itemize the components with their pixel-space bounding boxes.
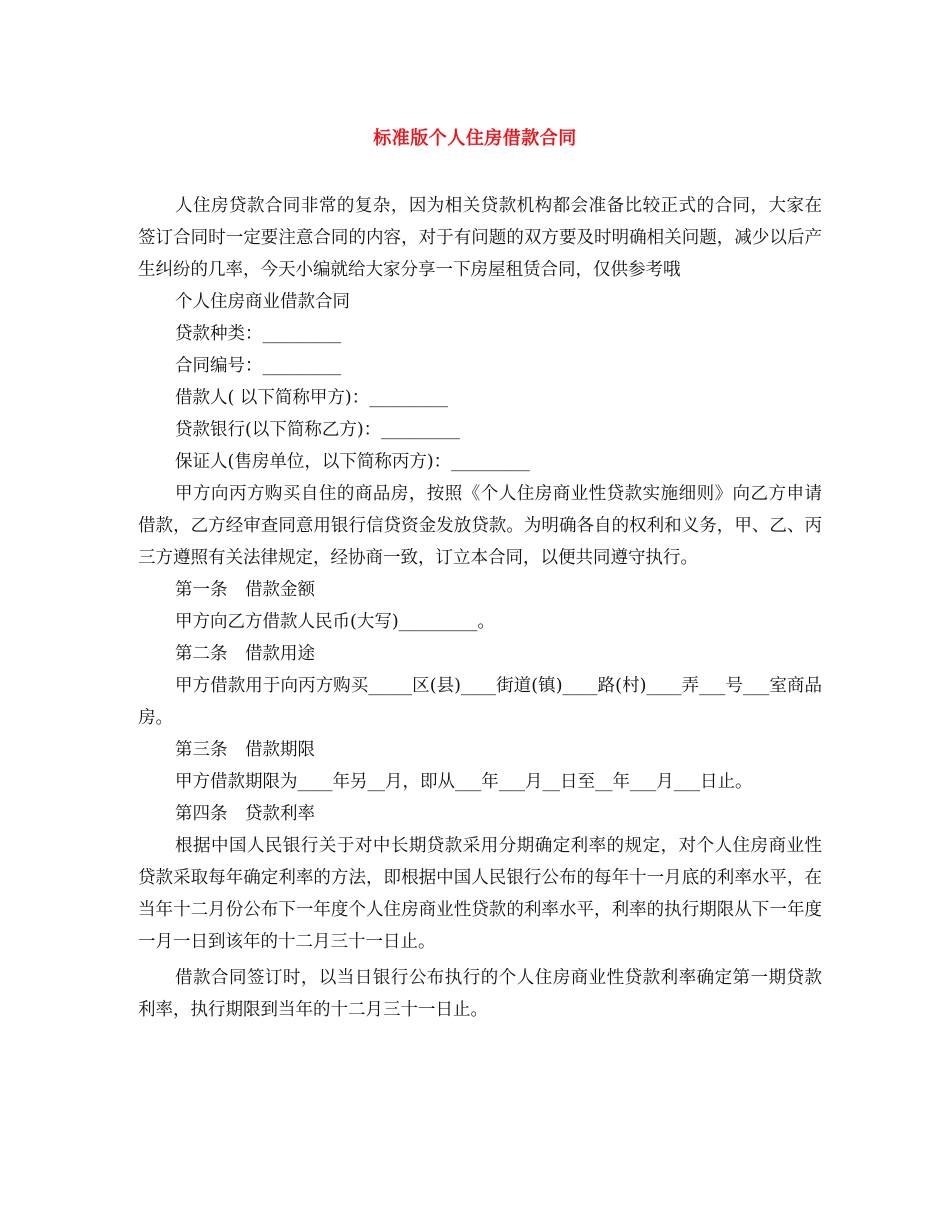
article-1-heading: 第一条 借款金额 [175,580,315,600]
field-borrower: 借款人( 以下简称甲方)：_________ [175,388,448,408]
document-title: 标准版个人住房借款合同 [373,128,577,149]
field-guarantor: 保证人(售房单位，以下简称丙方)：_________ [175,452,530,472]
document-body [138,190,822,1026]
article-1-text: 甲方向乙方借款人民币(大写)_________。 [175,612,495,632]
field-loan-type: 贷款种类：_________ [175,324,342,344]
field-contract-number: 合同编号：_________ [175,356,342,376]
article-2-text: 甲方借款用于向丙方购买_____区(县)____街道(镇)____路(村)____弄___号___室商品房。 [138,676,822,728]
field-lending-bank: 贷款银行(以下简称乙方)：_________ [175,420,460,440]
contract-name: 个人住房商业借款合同 [175,292,350,312]
article-3-text: 甲方借款期限为____年另__月，即从___年___月__日至__年___月___日止。 [175,772,753,792]
article-2-heading: 第二条 借款用途 [175,644,315,664]
article-4-text: 根据中国人民银行关于对中长期贷款采用分期确定利率的规定，对个人住房商业性贷款采取每年确定利率的方法，即根据中国人民银行公布的每年十一月底的利率水平，在当年十二月份公布下一年度个人住房商业性贷款的利率水平，利率的执行期限从下一年度一月一日到该年的十二月三十一日止。 [138,836,822,952]
article-3-heading: 第三条 借款期限 [175,740,315,760]
article-4-heading: 第四条 贷款利率 [175,804,315,824]
preamble-paragraph: 甲方向丙方购买自住的商品房，按照《个人住房商业性贷款实施细则》向乙方申请借款，乙方经审查同意用银行信贷资金发放贷款。为明确各自的权利和义务，甲、乙、丙三方遵照有关法律规定，经协商一致，订立本合同，以便共同遵守执行。 [138,484,822,568]
intro-paragraph: 人住房贷款合同非常的复杂，因为相关贷款机构都会准备比较正式的合同，大家在签订合同时一定要注意合同的内容，对于有问题的双方要及时明确相关问题，减少以后产生纠纷的几率，今天小编就给大家分享一下房屋租赁合同，仅供参考哦 [138,196,822,280]
article-4-text-2: 借款合同签订时，以当日银行公布执行的个人住房商业性贷款利率确定第一期贷款利率，执行期限到当年的十二月三十一日止。 [138,968,822,1020]
